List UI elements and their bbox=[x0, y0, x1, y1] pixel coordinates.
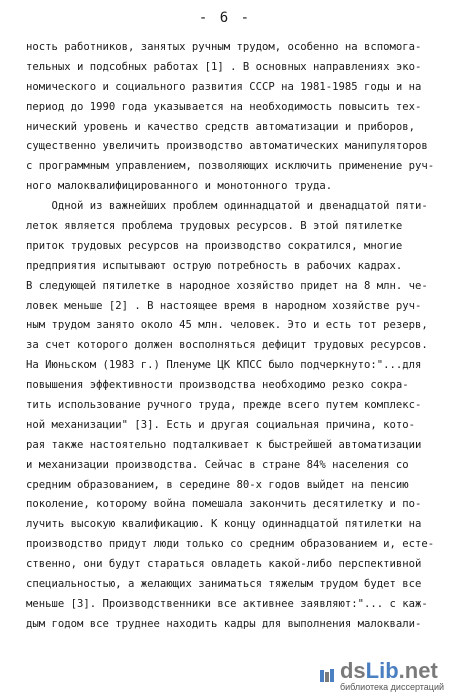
text-line: нический уровень и качество средств автоматизации и приборов, bbox=[26, 120, 416, 133]
lib-logo-icon bbox=[318, 667, 336, 685]
text-line: тить использование ручного труда, прежде всего путем комплекс- bbox=[26, 399, 422, 412]
text-line: повышения эффективности производства необходимо резко сокра- bbox=[26, 379, 409, 392]
text-line: В следующей пятилетке в народное хозяйство придет на 8 млн. че- bbox=[26, 279, 428, 292]
text-line: ность работников, занятых ручным трудом, особенно на вспомога- bbox=[26, 41, 422, 53]
text-line: ным трудом занято около 45 млн. человек. Это и есть тот резерв, bbox=[26, 319, 428, 332]
text-line: меньше [3]. Производственники все активнее заявляют:"... с каж- bbox=[26, 597, 428, 610]
text-line: средним образованием, в середине 80-х годов выйдет на пенсию bbox=[26, 478, 409, 491]
watermark-subtitle: библиотека диссертаций bbox=[339, 682, 444, 692]
text-line: производство придут люди только со средним образованием и, есте- bbox=[26, 538, 435, 551]
text-line: поколение, которому война помешала закончить десятилетку и по- bbox=[26, 498, 422, 511]
text-line: рая также настоятельно подталкивает к быстрейшей автоматизации bbox=[26, 438, 422, 451]
text-line: существенно увеличить производство автоматических манипуляторов bbox=[26, 140, 428, 153]
text-line: период до 1990 года указывается на необходимость повысить тех- bbox=[26, 100, 422, 113]
text-line: ственно, они будут стараться овладеть какой-либо перспективной bbox=[26, 558, 422, 571]
page-number: - 6 - bbox=[198, 10, 252, 26]
text-line: предприятия испытывают острую потребность в рабочих кадрах. bbox=[26, 259, 403, 272]
text-line: с программным управлением, позволяющих исключить применение руч- bbox=[26, 160, 435, 173]
text-line: приток трудовых ресурсов на производство сократился, многие bbox=[26, 239, 403, 252]
text-line: На Июньском (1983 г.) Пленуме ЦК КПСС было подчеркнуто:"...для bbox=[26, 359, 422, 372]
text-line: ного малоквалифицированного и монотонного труда. bbox=[26, 180, 333, 193]
text-line: за счет которого должен восполняться дефицит трудовых ресурсов. bbox=[26, 339, 428, 352]
text-line: номического и социального развития СССР на 1981-1985 годы и на bbox=[26, 80, 422, 93]
text-line: леток является проблема трудовых ресурсов. В этой пятилетке bbox=[26, 220, 403, 233]
watermark-logo: dsLib.net bbox=[339, 658, 438, 683]
watermark bbox=[318, 660, 444, 692]
document-body bbox=[26, 38, 436, 635]
text-line: и механизации производства. Сейчас в стране 84% населения со bbox=[26, 458, 409, 471]
text-line: Одной из важнейших проблем одиннадцатой и двенадцатой пяти- bbox=[26, 200, 428, 213]
text-line: лучить высокую квалификацию. К концу одиннадцатой пятилетки на bbox=[26, 518, 422, 531]
text-line: специальностью, а желающих заниматься тяжелым трудом будет все bbox=[26, 578, 422, 591]
text-line: ловек меньше [2] . В настоящее время в народном хозяйстве руч- bbox=[26, 299, 422, 312]
text-line: дым годом все труднее находить кадры для выполнения малоквали- bbox=[26, 617, 422, 630]
text-line: ной механизации" [3]. Есть и другая социальная причина, кото- bbox=[26, 418, 416, 431]
text-line: тельных и подсобных работах [1] . В основных направлениях эко- bbox=[26, 60, 422, 73]
